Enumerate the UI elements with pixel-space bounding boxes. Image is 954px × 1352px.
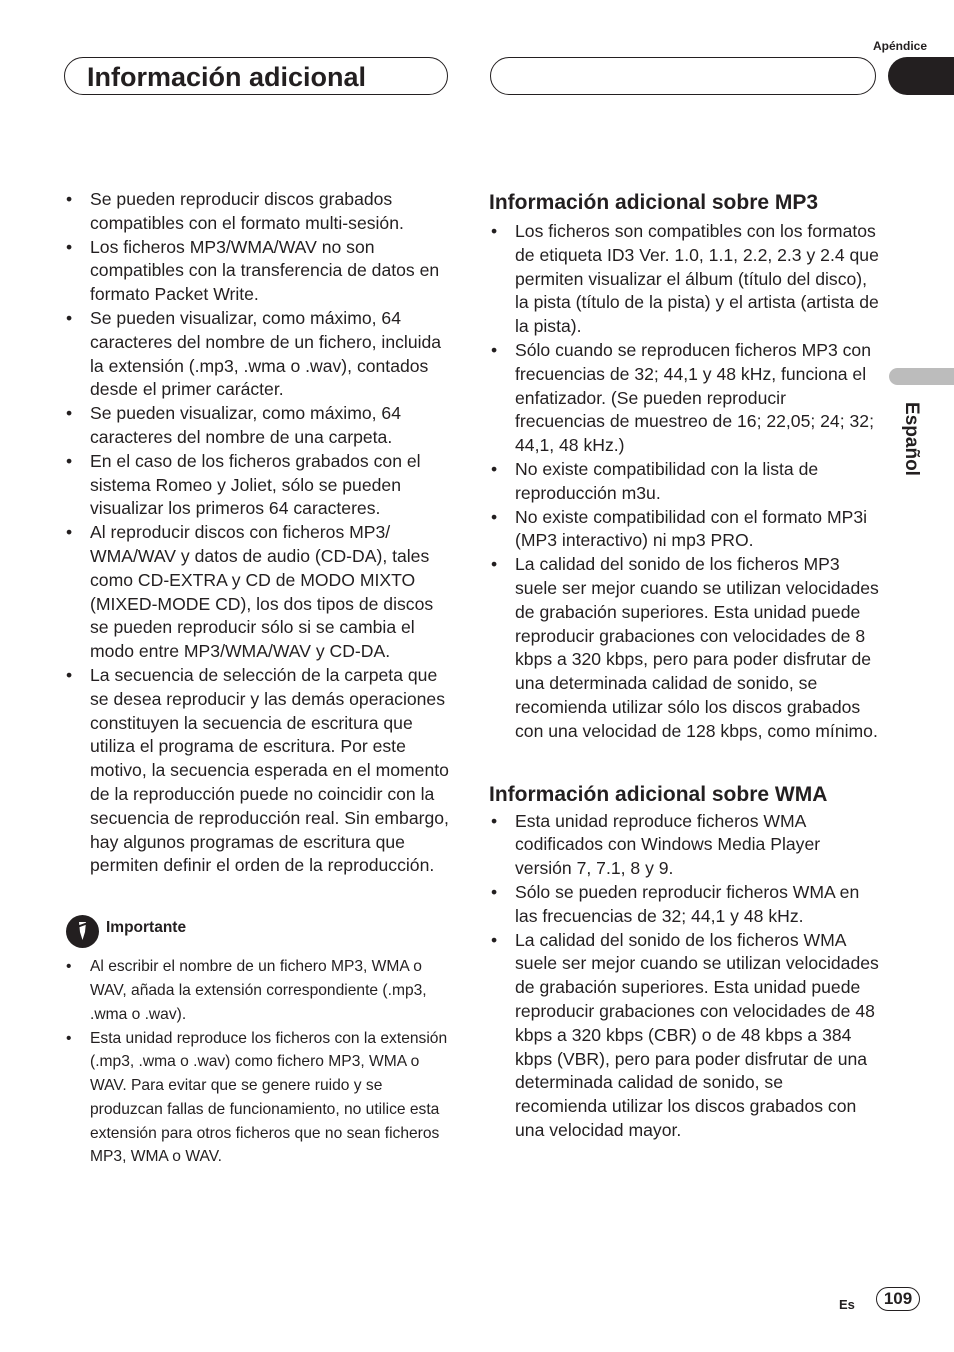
list-item: • Al reproducir discos con ficheros MP3/ WMA/WAV y datos de audio (CD-DA), tales como CD-EXTRA y CD de MODO MIXTO (MIXED-MODE CD), los dos tipos de discos se pueden reproducir sólo si se cambia el modo entre MP3/WMA/WAV y CD-DA. <box>64 521 452 664</box>
header-empty-box <box>490 57 876 95</box>
list-item: • No existe compatibilidad con la lista de reproducción m3u. <box>489 458 879 506</box>
left-column <box>64 188 452 1169</box>
section-tab <box>888 57 954 95</box>
important-note-header <box>64 915 452 947</box>
important-label: Importante <box>106 919 187 937</box>
list-item: • Sólo cuando se reproducen ficheros MP3 con frecuencias de 32; 44,1 y 48 kHz, funciona el enfatizador. (Se pueden reproducir frecuencias de muestreo de 16; 22,05; 24; 32; 44,1, 48 kHz.) <box>489 339 879 458</box>
right-column <box>489 188 879 1143</box>
left-bullet-list <box>64 188 452 878</box>
list-item: • La calidad del sonido de los ficheros MP3 suele ser mejor cuando se utilizan velocidades de grabación superiores. Esta unidad puede reproducir grabaciones con velocidades de 8 kbps a 320 kbps, pero para poder disfrutar de una determinada calidad de sonido, se recomienda utilizar sólo los discos grabados con una velocidad de 128 kbps, como mínimo. <box>489 553 879 743</box>
wma-bullet-list <box>489 810 879 1143</box>
language-label-wrap <box>896 398 926 488</box>
list-item: • La secuencia de selección de la carpeta que se desea reproducir y las demás operaciones constituyen la secuencia de escritura que utiliza el programa de escritura. Por este motivo, la secuencia esperada en el momento de la reproducción puede no coincidir con la secuencia de reproducción real. Sin embargo, hay algunos programas de escritura que permiten definir el orden de la reproducción. <box>64 664 452 878</box>
page-number: 109 <box>876 1287 920 1311</box>
list-item: • Se pueden visualizar, como máximo, 64 caracteres del nombre de un fichero, incluida la extensión (.mp3, .wma o .wav), contados desde el primer carácter. <box>64 307 452 402</box>
list-item: • Al escribir el nombre de un fichero MP3, WMA o WAV, añada la extensión correspondiente (.mp3, .wma o .wav). <box>64 955 452 1026</box>
important-pen-icon <box>66 915 99 948</box>
wma-heading: Información adicional sobre WMA <box>489 782 828 806</box>
list-item: • Los ficheros son compatibles con los formatos de etiqueta ID3 Ver. 1.0, 1.1, 2.2, 2.3 y 2.4 que permiten visualizar el álbum (título del disco), la pista (título de la pista) y el artista (artista de la pista). <box>489 220 879 339</box>
title-box <box>64 57 448 95</box>
important-bullet-list <box>64 955 452 1169</box>
list-item: • Se pueden visualizar, como máximo, 64 caracteres del nombre de una carpeta. <box>64 402 452 450</box>
list-item: • En el caso de los ficheros grabados con el sistema Romeo y Joliet, sólo se pueden visualizar los primeros 64 caracteres. <box>64 450 452 521</box>
language-tab <box>889 368 954 385</box>
footer-language-code: Es <box>839 1297 855 1312</box>
list-item: • Los ficheros MP3/WMA/WAV no son compatibles con la transferencia de datos en formato Packet Write. <box>64 236 452 307</box>
section-label: Apéndice <box>872 39 927 53</box>
language-label: Español <box>901 402 922 476</box>
list-item: • No existe compatibilidad con el formato MP3i (MP3 interactivo) ni mp3 PRO. <box>489 506 879 554</box>
list-item: • Esta unidad reproduce los ficheros con la extensión (.mp3, .wma o .wav) como fichero MP3, WMA o WAV. Para evitar que se genere ruido y se produzcan fallas de funcionamiento, no utilice esta extensión para otros ficheros que no sean ficheros MP3, WMA o WAV. <box>64 1027 452 1170</box>
list-item: • Sólo se pueden reproducir ficheros WMA en las frecuencias de 32; 44,1 y 48 kHz. <box>489 881 879 929</box>
list-item: • La calidad del sonido de los ficheros WMA suele ser mejor cuando se utilizan velocidades de grabación superiores. Esta unidad puede reproducir grabaciones con velocidades de 48 kbps a 320 kbps (CBR) o de 48 kbps a 384 kbps (VBR), pero para poder disfrutar de una determinada calidad de sonido, se recomienda utilizar los discos grabados con una velocidad mayor. <box>489 929 879 1143</box>
list-item: • Se pueden reproducir discos grabados compatibles con el formato multi-sesión. <box>64 188 452 236</box>
mp3-bullet-list <box>489 220 879 744</box>
list-item: • Esta unidad reproduce ficheros WMA codificados con Windows Media Player versión 7, 7.1, 8 y 9. <box>489 810 879 881</box>
mp3-heading: Información adicional sobre MP3 <box>489 191 819 214</box>
page-title: Información adicional <box>87 62 367 92</box>
